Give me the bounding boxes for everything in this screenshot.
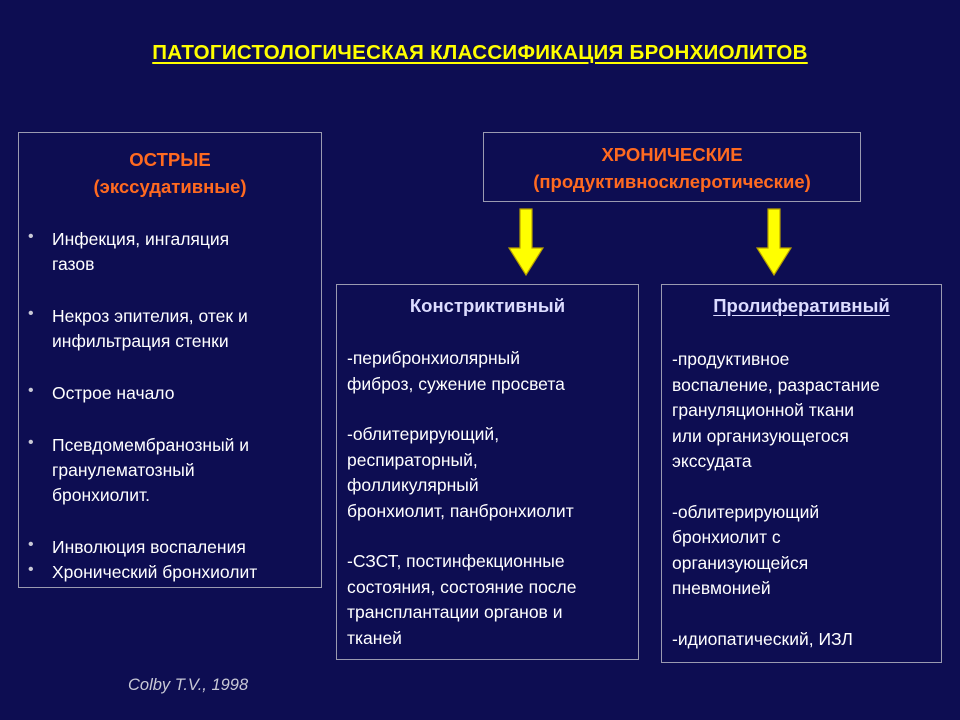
text-line: экссудата [672,451,752,471]
acute-bullet-item [25,304,317,354]
down-arrow-icon [756,208,792,276]
chronic-heading: ХРОНИЧЕСКИЕ [601,144,743,165]
proliferative-box [661,284,942,663]
acute-heading-block [19,146,321,200]
acute-heading: ОСТРЫЕ [129,149,211,170]
constrictive-paragraph [347,422,632,524]
slide-title: ПАТОГИСТОЛОГИЧЕСКАЯ КЛАССИФИКАЦИЯ БРОНХИОЛИТОВ [152,41,808,64]
text-line: -перибронхиолярный [347,348,521,368]
bullet-icon: • [28,561,34,578]
acute-bullet-line: бронхиолит. [52,485,150,505]
chronic-heading-block [484,141,860,195]
bullet-icon: • [28,382,34,399]
text-line: тканей [347,627,402,648]
text-line: воспаление, разрастание [672,374,880,395]
acute-bullet-line: гранулематозный [52,460,195,480]
text-line: организующейся [672,552,809,573]
citation: Colby T.V., 1998 [128,676,249,694]
acute-bullet-line: инфильтрация стенки [52,331,229,351]
acute-bullet-line: Инфекция, ингаляция [52,229,230,249]
acute-subheading: (экссудативные) [93,176,247,197]
constrictive-paragraph [347,549,632,651]
text-line: трансплантации органов и [347,602,563,622]
text-line: бронхиолит с [672,527,781,547]
constrictive-box [336,284,639,660]
proliferative-paragraph [672,500,935,602]
text-line: -облитерирующий [672,501,820,522]
acute-bullet-line: Псевдомембранозный и [52,435,250,455]
text-line: пневмонией [672,578,771,598]
chronic-subheading: (продуктивносклеротические) [533,171,811,192]
acute-bullet-item [25,535,317,560]
constrictive-text [347,346,632,651]
acute-bullet-line: газов [52,254,95,274]
acute-bullet-line: Некроз эпителия, отек и [52,306,248,326]
proliferative-paragraph [672,627,935,653]
acute-bullet-item [25,433,317,508]
proliferative-text [672,347,935,652]
text-line: состояния, состояние после [347,576,577,597]
bullet-icon: • [28,228,34,245]
bullet-icon: • [28,536,34,553]
acute-box [18,132,322,588]
acute-bullet-item [25,227,317,277]
text-line: или организующегося [672,425,849,446]
constrictive-heading: Констриктивный [409,295,566,316]
text-line: грануляционной ткани [672,400,855,420]
text-line: фиброз, сужение просвета [347,373,565,394]
text-line: бронхиолит, панбронхиолит [347,500,574,521]
text-line: -идиопатический, ИЗЛ [672,628,853,649]
constrictive-paragraph [347,346,632,397]
acute-bullet-item [25,560,317,585]
text-line: -СЗСТ, постинфекционные [347,551,565,571]
acute-bullet-line: Хронический бронхиолит [52,562,258,582]
chronic-box [483,132,861,202]
acute-bullet-line: Инволюция воспаления [52,537,246,557]
proliferative-paragraph [672,347,935,475]
bullet-icon: • [28,305,34,322]
text-line: -облитерирующий, [347,424,500,444]
proliferative-heading: Пролиферативный [713,295,890,316]
text-line: -продуктивное [672,349,790,369]
down-arrow-icon [508,208,544,276]
bullet-icon: • [28,434,34,451]
acute-bullet-item [25,381,317,406]
acute-bullet-line: Острое начало [52,383,175,403]
text-line: респираторный, [347,449,478,470]
text-line: фолликулярный [347,475,479,495]
acute-bullet-list [25,227,317,585]
